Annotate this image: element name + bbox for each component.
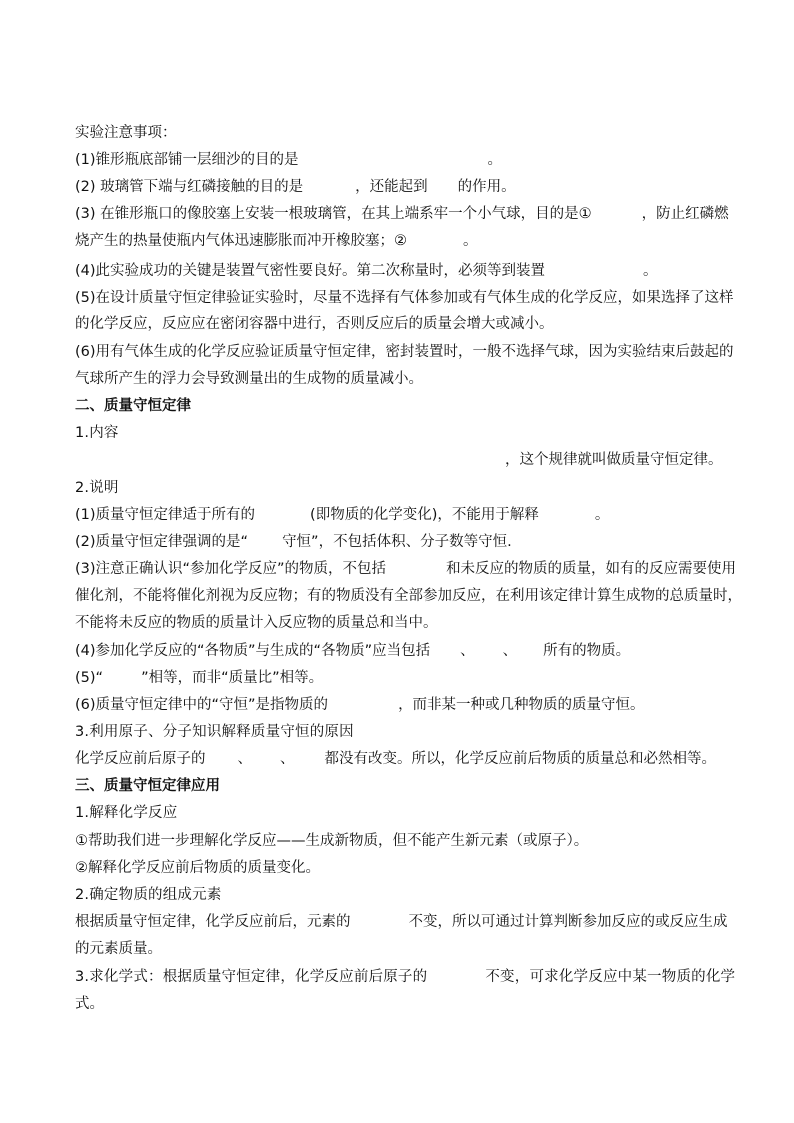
section-3-item-1-b: ②解释化学反应前后物质的质量变化。: [75, 860, 320, 876]
section-2-2-point-6: (6)质量守恒定律中的“守恒”是指物质的 ，而非某一种或几种物质的质量守恒。: [75, 697, 645, 713]
note-5-line-1: (5)在设计质量守恒定律验证实验时，尽量不选择有气体参加或有气体生成的化学反应，如果选择了这样: [75, 290, 734, 306]
section-2-2-point-2: (2)质量守恒定律强调的是“ 守恒”，不包括体积、分子数等守恒.: [75, 534, 512, 550]
note-6-line-1: (6)用有气体生成的化学反应验证质量守恒定律，密封装置时，一般不选择气球，因为实验结束后鼓起的: [75, 344, 734, 360]
note-1: (1)锥形瓶底部铺一层细沙的目的是 。: [75, 152, 503, 168]
note-3-cont: 烧产生的热量使瓶内气体迅速膨胀而冲开橡胶塞；② 。: [75, 233, 478, 249]
section-3-item-3-cont: 式。: [75, 996, 104, 1012]
section-2-item-3: 3.利用原子、分子知识解释质量守恒的原因: [75, 724, 354, 740]
section-2-2-point-1: (1)质量守恒定律适于所有的 (即物质的化学变化)，不能用于解释 。: [75, 507, 610, 523]
section-2-item-3-text: 化学反应前后原子的 、 、 都没有改变。所以，化学反应前后物质的质量总和必然相等。: [75, 751, 716, 767]
section-3-item-3: 3.求化学式：根据质量守恒定律，化学反应前后原子的 不变，可求化学反应中某一物质的化学: [75, 969, 736, 985]
notes-title: 实验注意事项：: [75, 125, 177, 141]
section-2-item-2: 2.说明: [75, 480, 119, 496]
note-3: (3) 在锥形瓶口的像胶塞上安装一根玻璃管，在其上端系牢一个小气球，目的是① ，防止红磷燃: [75, 206, 729, 222]
section-3-item-1: 1.解释化学反应: [75, 805, 178, 821]
section-2-2-point-4: (4)参加化学反应的“各物质”与生成的“各物质”应当包括 、 、 所有的物质。: [75, 643, 631, 659]
note-2: (2) 玻璃管下端与红磷接触的目的是 ，还能起到 的作用。: [75, 179, 516, 195]
section-2-item-1: 1.内容: [75, 425, 119, 441]
section-2-item-1-text: ，这个规律就叫做质量守恒定律。: [505, 452, 723, 468]
section-2-2-point-3: (3)注意正确认识“参加化学反应”的物质，不包括 和未反应的物质的质量，如有的反应需要使用: [75, 561, 737, 577]
section-2-title: 二、质量守恒定律: [75, 398, 191, 414]
note-6-line-2: 气球所产生的浮力会导致测量出的生成物的质量减小。: [75, 371, 423, 387]
section-2-2-point-3-cont-1: 催化剂，不能将催化剂视为反应物；有的物质没有全部参加反应，在利用该定律计算生成物的总质量时，: [75, 588, 742, 604]
note-4: (4)此实验成功的关键是装置气密性要良好。第二次称量时，必须等到装置 。: [75, 263, 658, 279]
section-3-item-2-a: 根据质量守恒定律，化学反应前后，元素的 不变，所以可通过计算判断参加反应的或反应生成: [75, 914, 728, 930]
note-5-line-2: 的化学反应，反应应在密闭容器中进行，否则反应后的质量会增大或减小。: [75, 316, 554, 332]
section-3-item-1-a: ①帮助我们进一步理解化学反应——生成新物质，但不能产生新元素（或原子）。: [75, 833, 589, 849]
section-3-item-2-b: 的元素质量。: [75, 941, 162, 957]
section-2-2-point-3-cont-2: 不能将未反应的物质的质量计入反应物的质量总和当中。: [75, 615, 438, 631]
section-3-title: 三、质量守恒定律应用: [75, 778, 220, 794]
section-3-item-2: 2.确定物质的组成元素: [75, 887, 222, 903]
section-2-2-point-5: (5)“ ”相等，而非“质量比”相等。: [75, 670, 324, 686]
